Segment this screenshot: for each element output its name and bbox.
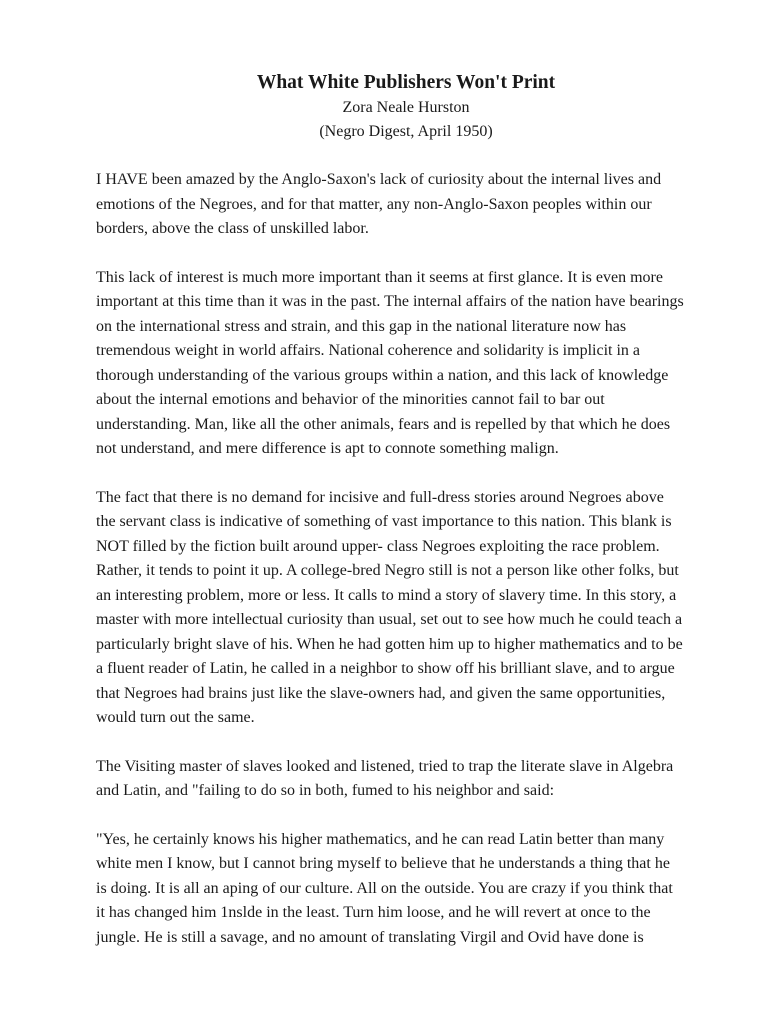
text-line: This lack of interest is much more important than it seems at first glance. It is even more xyxy=(96,268,663,286)
text-line: is doing. It is all an aping of our culture. All on the outside. You are crazy if you think that xyxy=(96,879,673,897)
paragraph xyxy=(96,486,716,731)
text-line: about the internal emotions and behavior of the minorities cannot fail to bar out xyxy=(96,391,605,408)
text-line: jungle. He is still a savage, and no amount of translating Virgil and Ovid have done is xyxy=(96,928,644,946)
text-line: a fluent reader of Latin, he called in a neighbor to show off his brilliant slave, and to argue xyxy=(96,660,675,677)
text-line: that Negroes had brains just like the slave-owners had, and given the same opportunities, xyxy=(96,684,666,702)
text-line: NOT filled by the fiction built around upper- class Negroes exploiting the race problem. xyxy=(96,537,660,555)
text-line: the servant class is indicative of something of vast importance to this nation. This blank is xyxy=(96,513,672,530)
text-line: it has changed him 1nslde in the least. Turn him loose, and he will revert at once to the xyxy=(96,904,651,921)
publication-source: (Negro Digest, April 1950) xyxy=(319,123,493,140)
text-line: understanding. Man, like all the other animals, fears and is repelled by that which he does xyxy=(96,415,671,433)
paragraph xyxy=(96,755,716,804)
text-line: thorough understanding of the various groups within a nation, and this lack of knowledge xyxy=(96,366,669,384)
document-page xyxy=(96,70,716,950)
text-line: tremendous weight in world affairs. National coherence and solidarity is implicit in a xyxy=(96,342,640,359)
text-line: would turn out the same. xyxy=(96,709,255,726)
paragraph xyxy=(96,266,716,462)
text-line: white men I know, but I cannot bring myself to believe that he understands a thing that he xyxy=(96,855,670,872)
text-line: important at this time than it was in the past. The internal affairs of the nation have bearings xyxy=(96,293,684,310)
text-line: The Visiting master of slaves looked and listened, tried to trap the literate slave in Algebra xyxy=(96,757,674,775)
text-line: I HAVE been amazed by the Anglo-Saxon's lack of curiosity about the internal lives and xyxy=(96,171,662,188)
text-line: not understand, and mere difference is apt to connote something malign. xyxy=(96,440,559,457)
text-line: emotions of the Negroes, and for that matter, any non-Anglo-Saxon peoples within our xyxy=(96,195,652,213)
author-name: Zora Neale Hurston xyxy=(342,99,470,116)
text-line: on the international stress and strain, and this gap in the national literature now has xyxy=(96,317,627,335)
text-line: borders, above the class of unskilled labor. xyxy=(96,220,369,237)
text-line: "Yes, he certainly knows his higher mathematics, and he can read Latin better than many xyxy=(96,830,665,848)
text-line: particularly bright slave of his. When he had gotten him up to higher mathematics and to be xyxy=(96,635,683,653)
paragraph xyxy=(96,828,716,951)
paragraph xyxy=(96,168,716,242)
text-line: master with more intellectual curiosity than usual, set out to see how much he could teach a xyxy=(96,611,683,628)
document-title: What White Publishers Won't Print xyxy=(256,72,556,93)
text-line: Rather, it tends to point it up. A college-bred Negro still is not a person like other folks, but xyxy=(96,562,679,579)
text-line: and Latin, and "failing to do so in both, fumed to his neighbor and said: xyxy=(96,782,555,799)
article-body xyxy=(96,168,716,950)
text-line: an interesting problem, more or less. It calls to mind a story of slavery time. In this story, a xyxy=(96,586,677,604)
text-line: The fact that there is no demand for incisive and full-dress stories around Negroes above xyxy=(96,488,664,506)
